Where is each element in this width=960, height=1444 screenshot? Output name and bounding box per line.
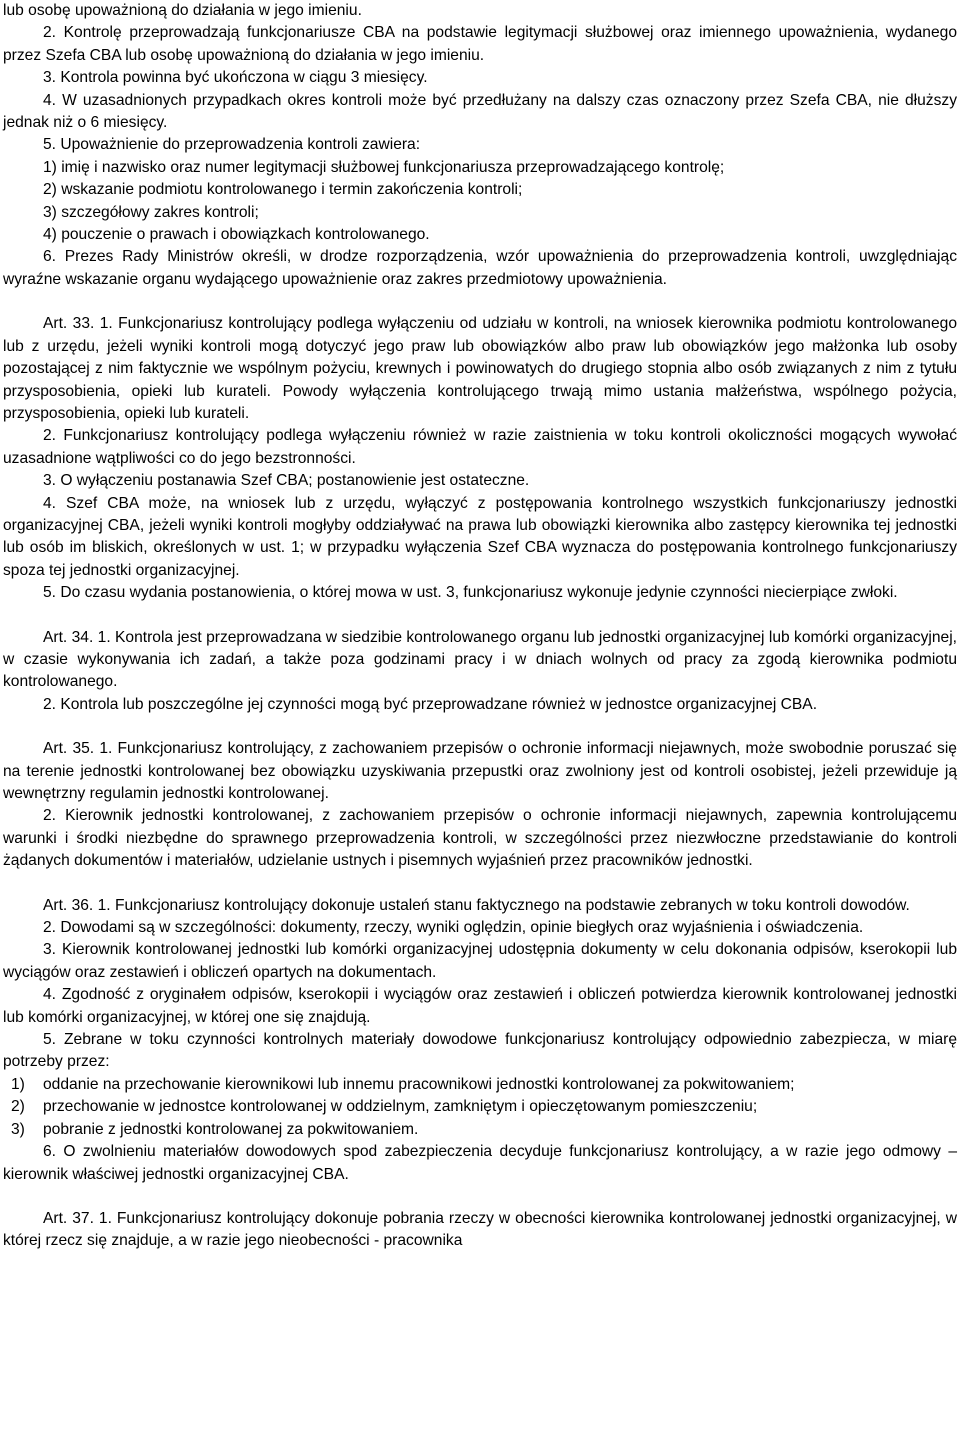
art34-para2: 2. Kontrola lub poszczególne jej czynności mogą być przeprowadzane również w jednostce organizacyjnej CBA. bbox=[43, 695, 818, 713]
art36-para6: 6. O zwolnieniu materiałów dowodowych spod zabezpieczenia decyduje funkcjonariusz kontrolujący, a w razie jego odmowy – kierownik właściwej jednostki organizacyjnej CBA. bbox=[3, 1143, 957, 1183]
art32-para5-point4: 4) pouczenie o prawach i obowiązkach kontrolowanego. bbox=[43, 226, 430, 244]
list-item-text: przechowanie w jednostce kontrolowanej w oddzielnym, zamkniętym i opieczętowanym pomieszczeniu; bbox=[43, 1098, 758, 1116]
art36-para5-point1 bbox=[3, 1074, 957, 1096]
art36-para3: 3. Kierownik kontrolowanej jednostki lub komórki organizacyjnej udostępnia dokumenty w celu dokonania odpisów, kserokopii lub wyciągów oraz zestawień i obliczeń opartych na dokumentach. bbox=[3, 941, 957, 981]
art37-para1: Art. 37. 1. Funkcjonariusz kontrolujący dokonuje pobrania rzeczy w obecności kierownika kontrolowanej jednostki organizacyjnej, w której rzecz się znajduje, a w razie jego nieobecności - pracownika bbox=[3, 1209, 957, 1250]
art35-para1: Art. 35. 1. Funkcjonariusz kontrolujący, z zachowaniem przepisów o ochronie informacji niejawnych, może swobodnie poruszać się na terenie jednostki kontrolowanej bez obowiązku uzyskiwania przepustki oraz zwolniony jest od kontroli osobistej, jeżeli przewiduje ją wewnętrzny regulamin jednostki kontrolowanej. bbox=[3, 740, 957, 802]
art32-para5-point1: 1) imię i nazwisko oraz numer legitymacji służbowej funkcjonariusza przeprowadzającego kontrolę; bbox=[43, 158, 725, 176]
art36-para2: 2. Dowodami są w szczególności: dokumenty, rzeczy, wyniki oględzin, opinie biegłych oraz wyjaśnienia i oświadczenia. bbox=[43, 919, 864, 937]
art33-para3: 3. O wyłączeniu postanawia Szef CBA; postanowienie jest ostateczne. bbox=[43, 472, 530, 490]
art32-para5-point3: 3) szczegółowy zakres kontroli; bbox=[43, 203, 259, 221]
art32-para5: 5. Upoważnienie do przeprowadzenia kontroli zawiera: bbox=[43, 136, 421, 154]
list-number: 2) bbox=[11, 1098, 25, 1116]
art32-para2: 2. Kontrolę przeprowadzają funkcjonariusze CBA na podstawie legitymacji służbowej oraz imiennego upoważnienia, wydanego przez Szefa CBA lub osobę upoważnioną do działania w jego imieniu. bbox=[3, 24, 957, 64]
art36-para1: Art. 36. 1. Funkcjonariusz kontrolujący dokonuje ustaleń stanu faktycznego na podstawie zebranych w toku kontroli dowodów. bbox=[43, 896, 910, 914]
paragraph-gap bbox=[3, 873, 957, 895]
art33-para5: 5. Do czasu wydania postanowienia, o której mowa w ust. 3, funkcjonariusz wykonuje jedynie czynności niecierpiące zwłoki. bbox=[43, 584, 898, 602]
art32-para6: 6. Prezes Rady Ministrów określi, w drodze rozporządzenia, wzór upoważnienia do przeprowadzenia kontroli, uwzględniając wyraźne wskazanie organu wydającego upoważnienie oraz zakres przedmiotowy upoważnienia. bbox=[3, 248, 957, 288]
paragraph-gap bbox=[3, 605, 957, 627]
paragraph-gap bbox=[3, 291, 957, 313]
paragraph-gap bbox=[3, 716, 957, 738]
art33-para4: 4. Szef CBA może, na wniosek lub z urzędu, wyłączyć z postępowania kontrolnego wszystkich funkcjonariuszy jednostki organizacyjnej CBA, jeżeli wyniki kontroli mogłyby oddziaływać na prawa lub obowiązki kierownika albo zastępcy kierownika tej jednostki lub osób im bliskich, określonych w ust. 1; w przypadku wyłączenia Szef CBA wyznacza do postępowania kontrolnego funkcjonariuszy spoza tej jednostki organizacyjnej. bbox=[3, 494, 957, 579]
art36-para5-point2 bbox=[3, 1096, 957, 1118]
art36-para4: 4. Zgodność z oryginałem odpisów, kserokopii i wyciągów oraz zestawień i obliczeń potwierdza kierownik kontrolowanej jednostki lub komórki organizacyjnej, w której one się znajdują. bbox=[3, 986, 957, 1026]
art32-para4: 4. W uzasadnionych przypadkach okres kontroli może być przedłużany na dalszy czas oznaczony przez Szefa CBA, nie dłuższy jednak niż o 6 miesięcy. bbox=[3, 91, 957, 132]
art34-para1: Art. 34. 1. Kontrola jest przeprowadzana w siedzibie kontrolowanego organu lub jednostki organizacyjnej lub komórki organizacyjnej, w czasie wykonywania ich zadań, a także poza godzinami pracy i w dniach wolnych od pracy za zgodą kierownika podmiotu kontrolowanego. bbox=[3, 628, 957, 691]
art33-para1: Art. 33. 1. Funkcjonariusz kontrolujący podlega wyłączeniu od udziału w kontroli, na wniosek kierownika podmiotu kontrolowanego lub z urzędu, jeżeli wyniki kontroli mogą dotyczyć jego praw lub obowiązków albo praw lub obowiązków jego małżonka lub osoby pozostającej z nim faktycznie we wspólnym pożyciu, krewnych i powinowatych do drugiego stopnia albo osób związanych z nim z tytułu przysposobienia, opieki lub kurateli. Powody wyłączenia kontrolującego trwają mimo ustania małżeństwa, wspólnego pożycia, przysposobienia, opieki lub kurateli. bbox=[3, 315, 957, 422]
list-item-text: pobranie z jednostki kontrolowanej za pokwitowaniem. bbox=[43, 1120, 419, 1138]
art36-para5: 5. Zebrane w toku czynności kontrolnych materiały dowodowe funkcjonariusz kontrolujący odpowiednio zabezpiecza, w miarę potrzeby przez: bbox=[3, 1031, 957, 1071]
text-line-continuation: lub osobę upoważnioną do działania w jego imieniu. bbox=[3, 2, 362, 19]
list-item-text: oddanie na przechowanie kierownikowi lub innemu pracownikowi jednostki kontrolowanej za pokwitowaniem; bbox=[43, 1075, 795, 1093]
list-number: 1) bbox=[11, 1075, 25, 1093]
list-number: 3) bbox=[11, 1120, 25, 1138]
art33-para2: 2. Funkcjonariusz kontrolujący podlega wyłączeniu również w razie zaistnienia w toku kontroli okoliczności mogących wywołać uzasadnione wątpliwości co do jego bezstronności. bbox=[3, 427, 957, 467]
paragraph-gap bbox=[3, 1186, 957, 1208]
art32-para5-point2: 2) wskazanie podmiotu kontrolowanego i termin zakończenia kontroli; bbox=[43, 181, 523, 199]
art36-para5-point3 bbox=[3, 1119, 957, 1141]
art32-para3: 3. Kontrola powinna być ukończona w ciągu 3 miesięcy. bbox=[43, 69, 428, 87]
art35-para2: 2. Kierownik jednostki kontrolowanej, z zachowaniem przepisów o ochronie informacji niejawnych, zapewnia kontrolującemu warunki i środki niezbędne do sprawnego przeprowadzenia kontroli, w szczególności przez niezwłoczne przedstawianie do kontroli żądanych dokumentów i materiałów, udzielanie ustnych i pisemnych wyjaśnień przez pracowników jednostki. bbox=[3, 807, 957, 870]
